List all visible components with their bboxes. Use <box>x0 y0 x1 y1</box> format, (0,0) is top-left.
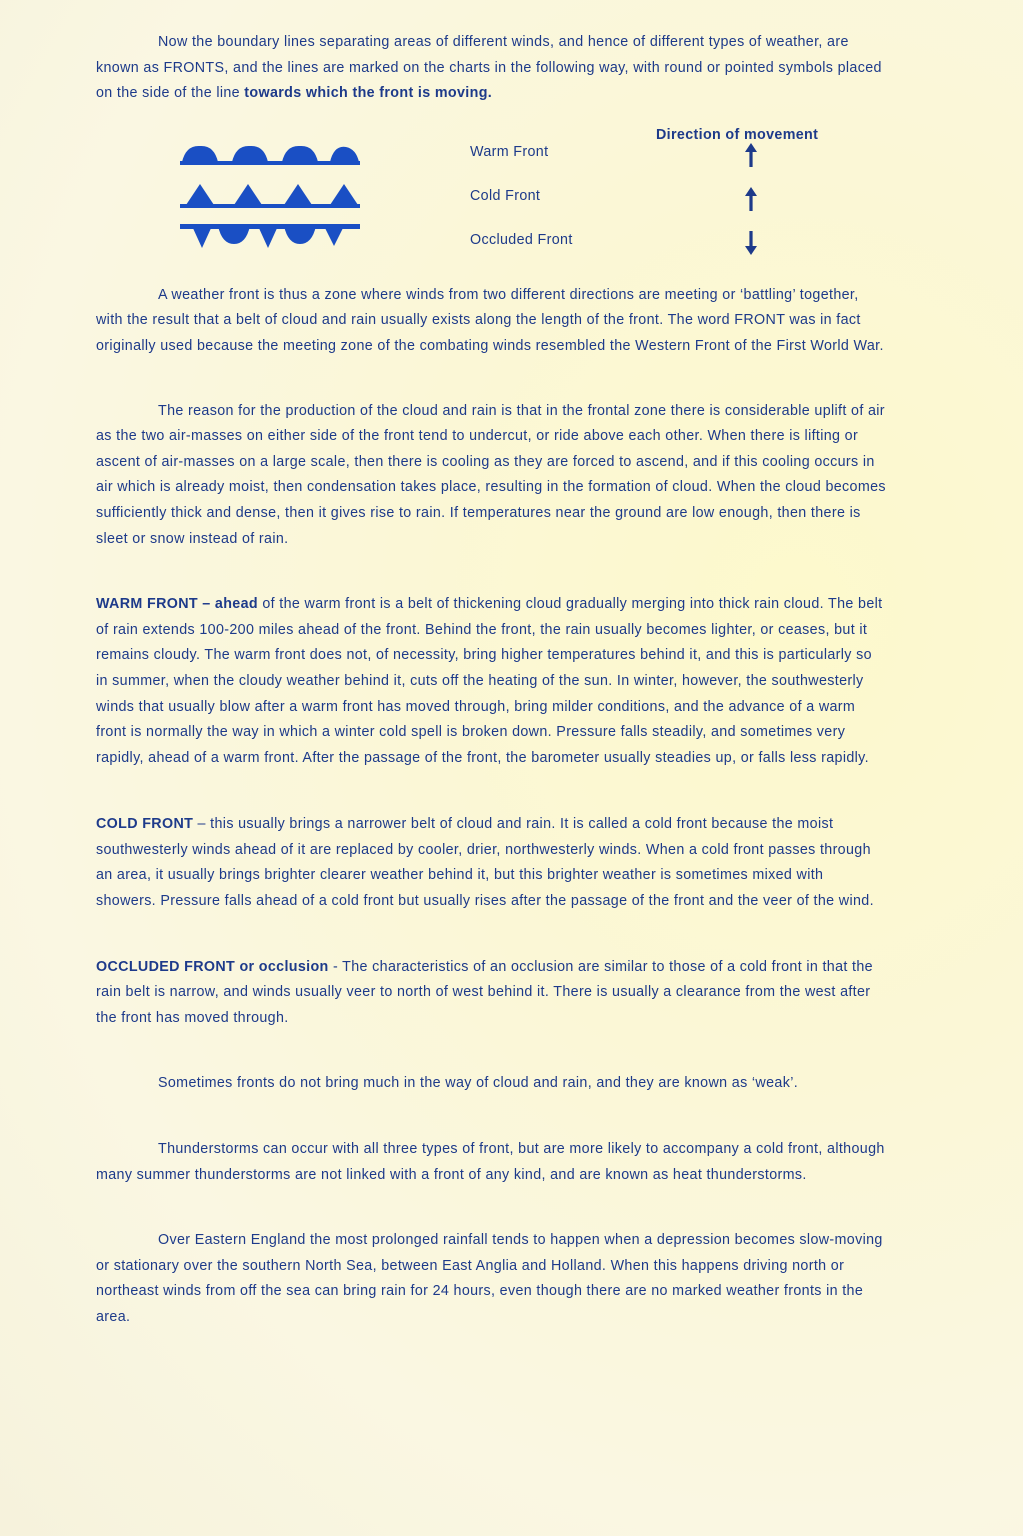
paragraph-eastern-england: Over Eastern England the most prolonged rainfall tends to happen when a depression becomes slow-moving or stationary over the southern North Sea, between East Anglia and Holland. When this happens driving north or northeast winds from off the sea can bring rain for 24 hours, even though there are no marked weather fronts in the area. <box>96 1232 883 1325</box>
fronts-legend <box>96 123 886 283</box>
front-label-cold: Cold Front <box>470 187 541 204</box>
paragraph-occluded-front <box>96 955 886 1032</box>
warm-front-text: of the warm front is a belt of thickening cloud gradually merging into thick rain cloud. The belt of rain extends 100-200 miles ahead of the front. Behind the front, the rain usually becomes lighter, or ceases, but it remains cloudy. The warm front does not, of necessity, bring higher temperatures behind it, and this is particularly so in summer, when the cloudy weather behind it, cuts off the heating of the sun. In winter, however, the southwesterly winds that usually blow after a warm front has moved through, bring milder conditions, and the advance of a warm front is normally the way in which a winter cold spell is broken down. Pressure falls steadily, and sometimes very rapidly, ahead of a warm front. After the passage of the front, the barometer usually steadies up, or falls less rapidly. <box>96 596 883 766</box>
intro-text: Now the boundary lines separating areas of different winds, and hence of different types of weather, are known as FRONTS, and the lines are marked on the charts in the following way, with round or pointed symbols placed on the side of the line <box>96 34 882 102</box>
front-label-warm: Warm Front <box>470 143 549 160</box>
cold-front-heading: COLD FRONT <box>96 816 194 833</box>
occluded-front-text: - The characteristics of an occlusion are similar to those of a cold front in that the rain belt is narrow, and winds usually veer to north of west behind it. There is usually a clearance from the west after the front has moved through. <box>96 958 873 1026</box>
warm-front-heading: WARM FRONT – ahead <box>96 596 258 613</box>
arrow-up-icon <box>744 187 758 211</box>
warm-front-symbol <box>180 137 360 167</box>
arrow-down-icon <box>744 231 758 255</box>
paragraph-reason: The reason for the production of the cloud and rain is that in the frontal zone there is considerable uplift of air as the two air-masses on either side of the front tend to undercut, or ride above each other. When there is lifting or ascent of air-masses on a large scale, then there is cooling as they are forced to ascend, and if this cooling occurs in air which is already moist, then condensation takes place, resulting in the formation of cloud. When the cloud becomes sufficiently thick and dense, then it gives rise to rain. If temperatures near the ground are low enough, then there is sleet or snow instead of rain. <box>96 402 886 547</box>
cold-front-text: – this usually brings a narrower belt of cloud and rain. It is called a cold front because the moist southwesterly winds ahead of it are replaced by cooler, drier, northwesterly winds. When a cold front passes through an area, it usually brings brighter clearer weather behind it, but this brighter weather is sometimes mixed with showers. Pressure falls ahead of a cold front but usually rises after the passage of the front and the veer of the wind. <box>96 816 874 910</box>
occluded-front-heading: OCCLUDED FRONT or occlusion <box>96 958 329 975</box>
paragraph-battling: A weather front is thus a zone where winds from two different directions are meeting or ‘battling’ together, with the result that a belt of cloud and rain usually exists along the length of the front. The word FRONT was in fact originally used because the meeting zone of the combating winds resembled the Western Front of the First World War. <box>96 286 884 354</box>
paragraph-weak: Sometimes fronts do not bring much in the way of cloud and rain, and they are known as ‘weak’. <box>158 1075 799 1092</box>
direction-header: Direction of movement <box>656 126 819 143</box>
intro-paragraph <box>96 30 886 107</box>
occluded-front-symbol <box>180 220 360 250</box>
paragraph-thunderstorms: Thunderstorms can occur with all three types of front, but are more likely to accompany a cold front, although many summer thunderstorms are not linked with a front of any kind, and are known as heat thunderstorms. <box>96 1141 885 1183</box>
arrow-up-icon <box>744 143 758 167</box>
cold-front-symbol <box>180 180 360 210</box>
paragraph-warm-front <box>96 592 886 771</box>
paragraph-cold-front <box>96 812 886 914</box>
intro-bold-end: towards which the front is moving. <box>244 85 493 102</box>
front-label-occluded: Occluded Front <box>470 231 573 248</box>
document-page <box>96 30 886 1331</box>
